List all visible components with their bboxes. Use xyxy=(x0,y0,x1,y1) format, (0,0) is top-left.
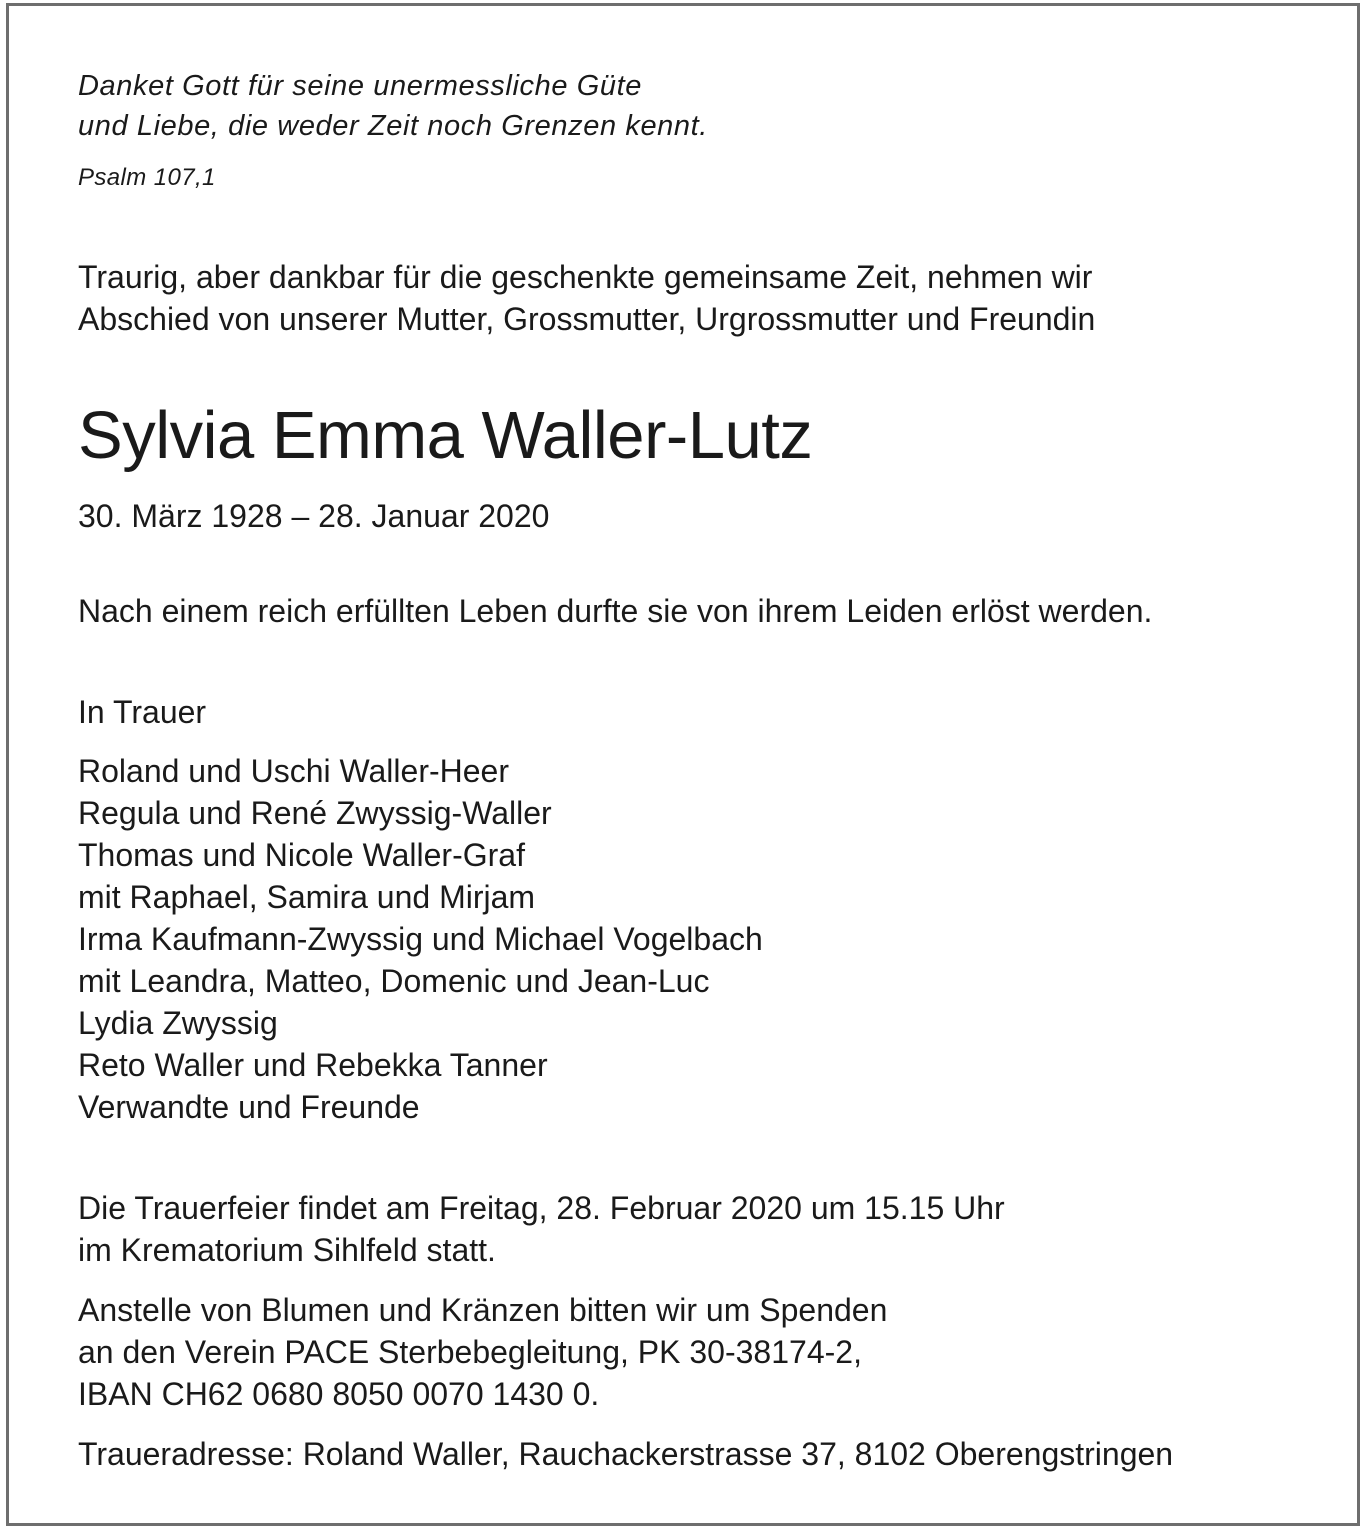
mourning-address: Traueradresse: Roland Waller, Rauchackerstrasse 37, 8102 Oberengstringen xyxy=(78,1436,1174,1472)
donation-line: IBAN CH62 0680 8050 0070 1430 0. xyxy=(78,1376,600,1412)
verse-reference: Psalm 107,1 xyxy=(78,164,216,191)
bible-verse xyxy=(78,66,708,146)
intro-line: Traurig, aber dankbar für die geschenkte gemeinsame Zeit, nehmen wir xyxy=(78,259,1093,295)
verse-line: Danket Gott für seine unermessliche Güte xyxy=(78,70,642,102)
mourner-name: Roland und Uschi Waller-Heer xyxy=(78,753,509,789)
intro-text xyxy=(78,256,1095,340)
service-line: Die Trauerfeier findet am Freitag, 28. Februar 2020 um 15.15 Uhr xyxy=(78,1190,1005,1226)
donation-line: Anstelle von Blumen und Kränzen bitten wir um Spenden xyxy=(78,1292,888,1328)
mourner-name: Regula und René Zwyssig-Waller xyxy=(78,795,552,831)
mourner-name: mit Raphael, Samira und Mirjam xyxy=(78,879,536,915)
intro-line: Abschied von unserer Mutter, Grossmutter, Urgrossmutter und Freundin xyxy=(78,301,1096,337)
mourners-heading: In Trauer xyxy=(78,694,207,730)
mourner-name: Verwandte und Freunde xyxy=(78,1089,420,1125)
statement-text: Nach einem reich erfüllten Leben durfte sie von ihrem Leiden erlöst werden. xyxy=(78,593,1153,629)
service-line: im Krematorium Sihlfeld statt. xyxy=(78,1232,496,1268)
deceased-name: Sylvia Emma Waller-Lutz xyxy=(78,398,813,473)
mourner-name: Irma Kaufmann-Zwyssig und Michael Vogelbach xyxy=(78,921,763,957)
verse-line: und Liebe, die weder Zeit noch Grenzen kennt. xyxy=(78,110,708,142)
mourners-list xyxy=(78,750,763,1128)
donation-line: an den Verein PACE Sterbebegleitung, PK 30-38174-2, xyxy=(78,1334,862,1370)
life-dates: 30. März 1928 – 28. Januar 2020 xyxy=(78,498,550,534)
service-info xyxy=(78,1187,1005,1271)
mourner-name: Thomas und Nicole Waller-Graf xyxy=(78,837,525,873)
mourner-name: Reto Waller und Rebekka Tanner xyxy=(78,1047,548,1083)
mourner-name: Lydia Zwyssig xyxy=(78,1005,278,1041)
donation-info xyxy=(78,1289,887,1415)
mourner-name: mit Leandra, Matteo, Domenic und Jean-Luc xyxy=(78,963,710,999)
